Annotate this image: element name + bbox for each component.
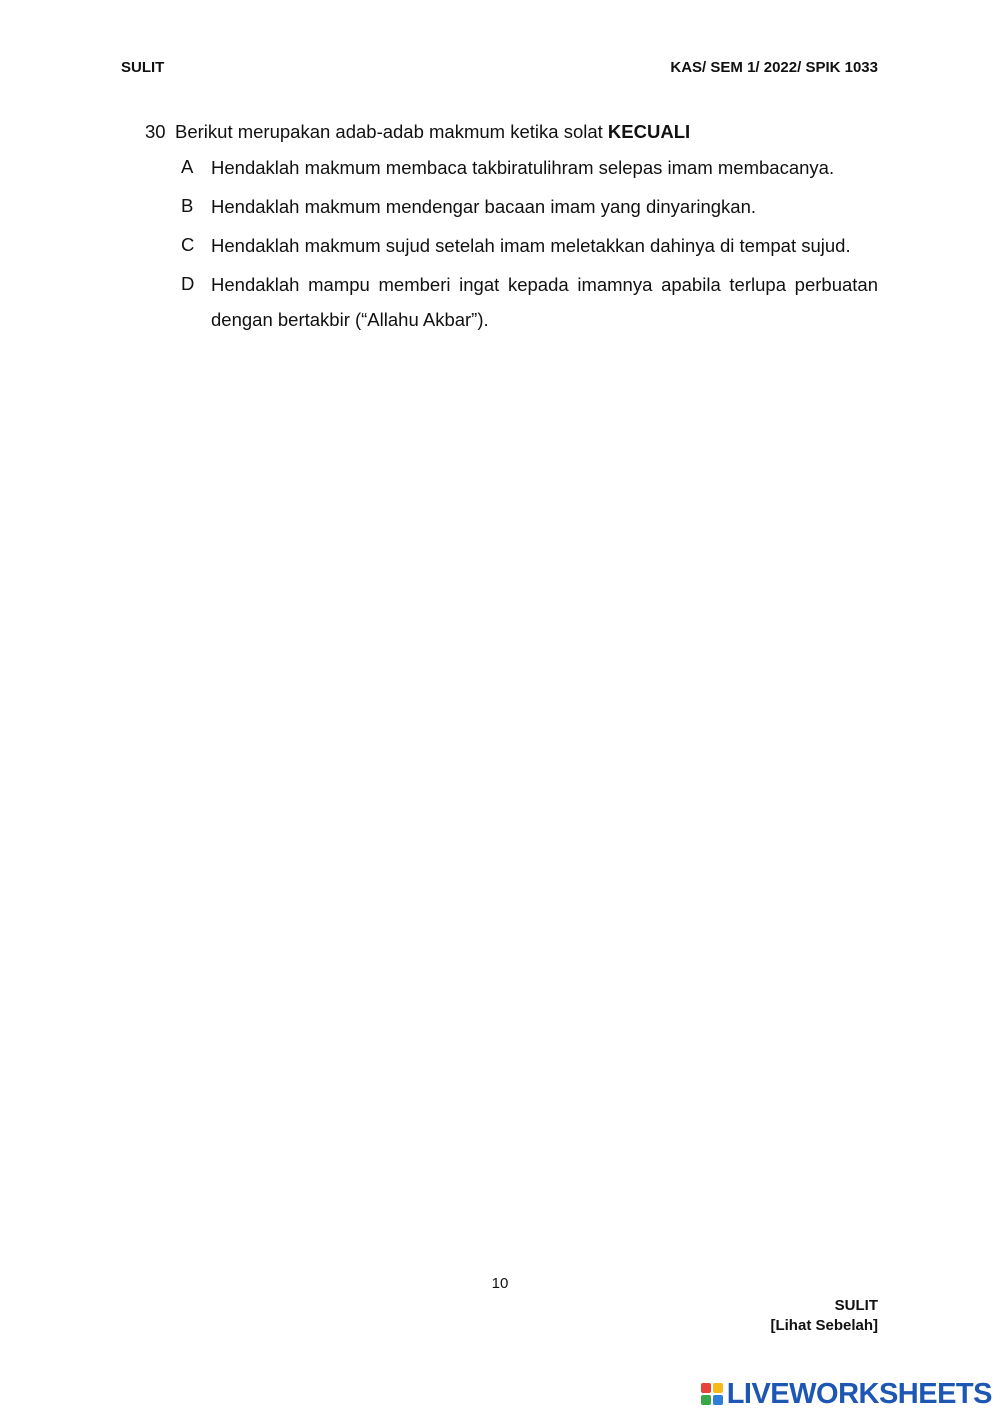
question-number: 30 bbox=[145, 121, 166, 142]
liveworksheets-wordmark: LIVEWORKSHEETS bbox=[726, 1377, 992, 1410]
page-number: 10 bbox=[491, 1275, 509, 1292]
question-stem bbox=[145, 119, 878, 145]
liveworksheets-watermark bbox=[701, 1374, 992, 1414]
question-text bbox=[175, 119, 690, 145]
question-stem-text: Berikut merupakan adab-adab makmum ketika solat bbox=[175, 121, 608, 142]
question-keyword: KECUALI bbox=[607, 121, 691, 142]
footer-block bbox=[770, 1296, 878, 1336]
logo-tile bbox=[713, 1395, 723, 1405]
logo-tile bbox=[701, 1395, 711, 1405]
option-b bbox=[181, 193, 878, 224]
liveworksheets-logo-icon bbox=[701, 1383, 723, 1405]
question-30 bbox=[145, 119, 878, 345]
header-classification: SULIT bbox=[121, 59, 165, 76]
footer-next-page-note: [Lihat Sebelah] bbox=[770, 1317, 878, 1334]
option-letter: C bbox=[181, 234, 195, 255]
logo-tile bbox=[713, 1383, 723, 1393]
option-text: Hendaklah makmum membaca takbiratulihram selepas imam membacanya. bbox=[211, 157, 835, 178]
option-letter: D bbox=[181, 273, 195, 294]
footer-classification: SULIT bbox=[834, 1297, 878, 1314]
option-letter: B bbox=[181, 195, 194, 216]
option-text: Hendaklah mampu memberi ingat kepada imamnya apabila terlupa perbuatan dengan bertakbir (“Allahu Akbar”). bbox=[211, 274, 878, 330]
option-c bbox=[181, 232, 878, 263]
option-text: Hendaklah makmum sujud setelah imam meletakkan dahinya di tempat sujud. bbox=[211, 235, 851, 256]
option-letter: A bbox=[181, 156, 194, 177]
option-a bbox=[181, 154, 878, 185]
option-text: Hendaklah makmum mendengar bacaan imam yang dinyaringkan. bbox=[211, 196, 757, 217]
header-paper-code: KAS/ SEM 1/ 2022/ SPIK 1033 bbox=[670, 59, 878, 76]
answer-options bbox=[145, 154, 878, 337]
option-d bbox=[181, 271, 878, 337]
logo-tile bbox=[701, 1383, 711, 1393]
